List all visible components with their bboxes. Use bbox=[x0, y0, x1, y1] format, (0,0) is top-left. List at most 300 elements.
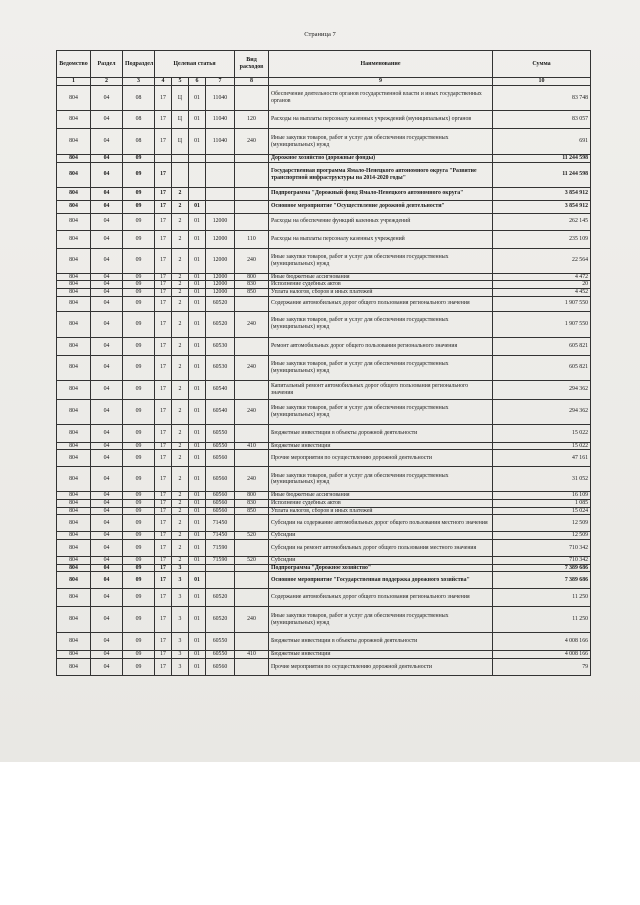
cell-name: Бюджетные инвестиции в объекты дорожной деятельности bbox=[269, 424, 493, 442]
cell-razdel: 04 bbox=[91, 492, 123, 500]
table-row bbox=[57, 492, 591, 500]
cell-ved: 804 bbox=[57, 572, 91, 589]
cell-subprogram: 2 bbox=[172, 492, 189, 500]
cell-podrazdel: 09 bbox=[123, 556, 155, 564]
header-vid: Вид расходов bbox=[235, 51, 269, 78]
cell-event: 01 bbox=[189, 539, 206, 556]
cell-vid bbox=[235, 450, 269, 467]
cell-direction: 60560 bbox=[206, 658, 235, 675]
cell-name: Бюджетные инвестиции bbox=[269, 651, 493, 659]
cell-podrazdel: 09 bbox=[123, 450, 155, 467]
cell-direction: 71450 bbox=[206, 532, 235, 540]
cell-razdel: 04 bbox=[91, 467, 123, 492]
cell-direction: 11040 bbox=[206, 111, 235, 129]
cell-sum: 79 bbox=[493, 658, 591, 675]
cell-razdel: 04 bbox=[91, 499, 123, 507]
cell-razdel: 04 bbox=[91, 296, 123, 311]
cell-event: 01 bbox=[189, 380, 206, 399]
cell-vid: 240 bbox=[235, 607, 269, 633]
cell-podrazdel: 08 bbox=[123, 86, 155, 111]
cell-subprogram: 2 bbox=[172, 539, 189, 556]
cell-event: 01 bbox=[189, 337, 206, 355]
cell-subprogram: 2 bbox=[172, 355, 189, 380]
cell-event: 01 bbox=[189, 213, 206, 230]
cell-ved: 804 bbox=[57, 399, 91, 424]
cell-ved: 804 bbox=[57, 311, 91, 337]
cell-event: 01 bbox=[189, 248, 206, 273]
cell-ved: 804 bbox=[57, 424, 91, 442]
cell-vid bbox=[235, 564, 269, 572]
cell-razdel: 04 bbox=[91, 187, 123, 200]
cell-vid: 240 bbox=[235, 311, 269, 337]
cell-program: 17 bbox=[155, 288, 172, 296]
cell-direction: 60520 bbox=[206, 607, 235, 633]
header-name: Наименование bbox=[269, 51, 493, 78]
cell-vid: 800 bbox=[235, 492, 269, 500]
cell-vid bbox=[235, 86, 269, 111]
cell-direction: 60520 bbox=[206, 311, 235, 337]
cell-sum: 15 024 bbox=[493, 507, 591, 515]
cell-program: 17 bbox=[155, 162, 172, 187]
cell-vid: 410 bbox=[235, 651, 269, 659]
cell-sum: 20 bbox=[493, 281, 591, 289]
col-number: 5 bbox=[172, 78, 189, 86]
cell-podrazdel: 09 bbox=[123, 589, 155, 607]
table-row bbox=[57, 499, 591, 507]
cell-sum: 11 244 598 bbox=[493, 155, 591, 163]
cell-vid: 240 bbox=[235, 399, 269, 424]
header-razdel: Раздел bbox=[91, 51, 123, 78]
cell-razdel: 04 bbox=[91, 311, 123, 337]
cell-ved: 804 bbox=[57, 86, 91, 111]
cell-podrazdel: 09 bbox=[123, 539, 155, 556]
cell-subprogram: 2 bbox=[172, 200, 189, 213]
cell-sum: 605 821 bbox=[493, 337, 591, 355]
cell-subprogram: 3 bbox=[172, 572, 189, 589]
cell-event: 01 bbox=[189, 658, 206, 675]
cell-ved: 804 bbox=[57, 651, 91, 659]
cell-event: 01 bbox=[189, 633, 206, 651]
cell-event: 01 bbox=[189, 532, 206, 540]
cell-sum: 605 821 bbox=[493, 355, 591, 380]
cell-direction: 60550 bbox=[206, 424, 235, 442]
cell-razdel: 04 bbox=[91, 658, 123, 675]
cell-event: 01 bbox=[189, 556, 206, 564]
cell-razdel: 04 bbox=[91, 380, 123, 399]
cell-program: 17 bbox=[155, 539, 172, 556]
cell-sum: 4 472 bbox=[493, 273, 591, 281]
cell-program: 17 bbox=[155, 187, 172, 200]
cell-program: 17 bbox=[155, 633, 172, 651]
cell-razdel: 04 bbox=[91, 230, 123, 248]
cell-vid bbox=[235, 633, 269, 651]
cell-razdel: 04 bbox=[91, 651, 123, 659]
cell-name: Иные бюджетные ассигнования bbox=[269, 492, 493, 500]
cell-subprogram: 2 bbox=[172, 288, 189, 296]
cell-ved: 804 bbox=[57, 129, 91, 155]
cell-ved: 804 bbox=[57, 442, 91, 450]
cell-event: 01 bbox=[189, 281, 206, 289]
cell-vid bbox=[235, 515, 269, 532]
cell-direction: 60540 bbox=[206, 399, 235, 424]
table-row bbox=[57, 450, 591, 467]
cell-subprogram: Ц bbox=[172, 86, 189, 111]
cell-razdel: 04 bbox=[91, 200, 123, 213]
cell-subprogram: 2 bbox=[172, 248, 189, 273]
cell-program: 17 bbox=[155, 213, 172, 230]
cell-sum: 710 342 bbox=[493, 539, 591, 556]
cell-event: 01 bbox=[189, 589, 206, 607]
cell-subprogram bbox=[172, 155, 189, 163]
cell-podrazdel: 09 bbox=[123, 399, 155, 424]
cell-direction: 11040 bbox=[206, 86, 235, 111]
cell-name: Основное мероприятие "Осуществление дорожной деятельности" bbox=[269, 200, 493, 213]
table-row bbox=[57, 230, 591, 248]
cell-vid: 850 bbox=[235, 288, 269, 296]
cell-subprogram: 2 bbox=[172, 499, 189, 507]
cell-name: Ремонт автомобильных дорог общего пользования регионального значения bbox=[269, 337, 493, 355]
cell-direction: 60550 bbox=[206, 442, 235, 450]
header-sum: Сумма bbox=[493, 51, 591, 78]
cell-vid bbox=[235, 213, 269, 230]
cell-podrazdel: 09 bbox=[123, 311, 155, 337]
blank-margin bbox=[0, 762, 640, 905]
cell-subprogram: 2 bbox=[172, 424, 189, 442]
cell-subprogram: 2 bbox=[172, 230, 189, 248]
cell-name: Бюджетные инвестиции в объекты дорожной деятельности bbox=[269, 633, 493, 651]
table-row bbox=[57, 515, 591, 532]
cell-name: Уплата налогов, сборов и иных платежей bbox=[269, 288, 493, 296]
cell-name: Прочие мероприятия по осуществлению дорожной деятельности bbox=[269, 450, 493, 467]
table-row bbox=[57, 564, 591, 572]
cell-vid bbox=[235, 200, 269, 213]
cell-subprogram: 3 bbox=[172, 651, 189, 659]
cell-program: 17 bbox=[155, 651, 172, 659]
cell-event: 01 bbox=[189, 467, 206, 492]
cell-razdel: 04 bbox=[91, 248, 123, 273]
cell-subprogram: Ц bbox=[172, 129, 189, 155]
table-row bbox=[57, 633, 591, 651]
cell-ved: 804 bbox=[57, 230, 91, 248]
cell-name: Субсидии bbox=[269, 556, 493, 564]
cell-podrazdel: 09 bbox=[123, 442, 155, 450]
cell-program: 17 bbox=[155, 442, 172, 450]
table-row bbox=[57, 651, 591, 659]
cell-name: Бюджетные инвестиции bbox=[269, 442, 493, 450]
cell-direction: 60520 bbox=[206, 296, 235, 311]
cell-sum: 12 509 bbox=[493, 532, 591, 540]
cell-direction: 60560 bbox=[206, 467, 235, 492]
table-row bbox=[57, 589, 591, 607]
cell-name: Подпрограмма "Дорожное хозяйство" bbox=[269, 564, 493, 572]
cell-sum: 7 389 686 bbox=[493, 564, 591, 572]
cell-ved: 804 bbox=[57, 288, 91, 296]
table-header-row bbox=[57, 51, 591, 78]
table-row bbox=[57, 86, 591, 111]
cell-direction: 60550 bbox=[206, 651, 235, 659]
cell-subprogram: 2 bbox=[172, 507, 189, 515]
cell-sum: 11 250 bbox=[493, 607, 591, 633]
cell-name: Прочие мероприятия по осуществлению дорожной деятельности bbox=[269, 658, 493, 675]
cell-podrazdel: 08 bbox=[123, 111, 155, 129]
cell-event: 01 bbox=[189, 296, 206, 311]
cell-program: 17 bbox=[155, 572, 172, 589]
cell-name: Уплата налогов, сборов и иных платежей bbox=[269, 507, 493, 515]
table-body bbox=[57, 86, 591, 676]
col-number: 8 bbox=[235, 78, 269, 86]
cell-podrazdel: 09 bbox=[123, 564, 155, 572]
cell-name: Иные закупки товаров, работ и услуг для обеспечения государственных (муниципальных) нужд bbox=[269, 311, 493, 337]
cell-direction: 12000 bbox=[206, 273, 235, 281]
cell-sum: 4 452 bbox=[493, 288, 591, 296]
cell-ved: 804 bbox=[57, 564, 91, 572]
cell-program: 17 bbox=[155, 86, 172, 111]
cell-program: 17 bbox=[155, 424, 172, 442]
cell-event bbox=[189, 187, 206, 200]
cell-direction: 12000 bbox=[206, 213, 235, 230]
cell-direction: 12000 bbox=[206, 288, 235, 296]
cell-ved: 804 bbox=[57, 607, 91, 633]
cell-program: 17 bbox=[155, 296, 172, 311]
cell-ved: 804 bbox=[57, 355, 91, 380]
table-row bbox=[57, 572, 591, 589]
cell-podrazdel: 09 bbox=[123, 288, 155, 296]
cell-direction: 71450 bbox=[206, 515, 235, 532]
cell-direction: 60560 bbox=[206, 507, 235, 515]
cell-sum: 691 bbox=[493, 129, 591, 155]
cell-podrazdel: 09 bbox=[123, 281, 155, 289]
cell-podrazdel: 09 bbox=[123, 337, 155, 355]
table-row bbox=[57, 556, 591, 564]
cell-razdel: 04 bbox=[91, 633, 123, 651]
header-podrazdel: Подраздел bbox=[123, 51, 155, 78]
cell-name: Подпрограмма "Дорожный фонд Ямало-Ненецкого автономного округа" bbox=[269, 187, 493, 200]
cell-program: 17 bbox=[155, 355, 172, 380]
header-target: Целевая статья bbox=[155, 51, 235, 78]
cell-event: 01 bbox=[189, 424, 206, 442]
cell-sum: 1 907 550 bbox=[493, 296, 591, 311]
cell-name: Иные закупки товаров, работ и услуг для обеспечения государственных (муниципальных) нужд bbox=[269, 467, 493, 492]
cell-name: Иные закупки товаров, работ и услуг для обеспечения государственных (муниципальных) нужд bbox=[269, 248, 493, 273]
cell-program: 17 bbox=[155, 281, 172, 289]
cell-ved: 804 bbox=[57, 507, 91, 515]
cell-ved: 804 bbox=[57, 273, 91, 281]
cell-podrazdel: 09 bbox=[123, 492, 155, 500]
cell-subprogram: 2 bbox=[172, 281, 189, 289]
cell-razdel: 04 bbox=[91, 399, 123, 424]
cell-vid bbox=[235, 380, 269, 399]
cell-podrazdel: 09 bbox=[123, 633, 155, 651]
cell-sum: 262 145 bbox=[493, 213, 591, 230]
cell-event: 01 bbox=[189, 200, 206, 213]
cell-direction: 60560 bbox=[206, 492, 235, 500]
cell-subprogram bbox=[172, 162, 189, 187]
cell-podrazdel: 09 bbox=[123, 187, 155, 200]
cell-subprogram: 2 bbox=[172, 273, 189, 281]
cell-name: Содержание автомобильных дорог общего пользования регионального значения bbox=[269, 589, 493, 607]
cell-sum: 15 022 bbox=[493, 442, 591, 450]
budget-table bbox=[56, 50, 591, 676]
cell-razdel: 04 bbox=[91, 539, 123, 556]
table-row bbox=[57, 213, 591, 230]
cell-vid bbox=[235, 337, 269, 355]
col-number: 9 bbox=[269, 78, 493, 86]
cell-razdel: 04 bbox=[91, 273, 123, 281]
table-row bbox=[57, 380, 591, 399]
cell-direction: 60520 bbox=[206, 589, 235, 607]
cell-ved: 804 bbox=[57, 162, 91, 187]
cell-podrazdel: 09 bbox=[123, 380, 155, 399]
cell-ved: 804 bbox=[57, 213, 91, 230]
table-row bbox=[57, 532, 591, 540]
cell-program: 17 bbox=[155, 492, 172, 500]
cell-podrazdel: 09 bbox=[123, 532, 155, 540]
table-row bbox=[57, 162, 591, 187]
cell-event: 01 bbox=[189, 515, 206, 532]
cell-event: 01 bbox=[189, 607, 206, 633]
table-row bbox=[57, 155, 591, 163]
cell-event: 01 bbox=[189, 492, 206, 500]
cell-subprogram: 2 bbox=[172, 187, 189, 200]
cell-direction: 60560 bbox=[206, 499, 235, 507]
cell-event bbox=[189, 155, 206, 163]
cell-razdel: 04 bbox=[91, 288, 123, 296]
table-row bbox=[57, 311, 591, 337]
table-row bbox=[57, 200, 591, 213]
cell-program: 17 bbox=[155, 607, 172, 633]
cell-ved: 804 bbox=[57, 111, 91, 129]
cell-razdel: 04 bbox=[91, 86, 123, 111]
cell-name: Иные бюджетные ассигнования bbox=[269, 273, 493, 281]
cell-vid: 240 bbox=[235, 355, 269, 380]
cell-program: 17 bbox=[155, 311, 172, 337]
cell-razdel: 04 bbox=[91, 355, 123, 380]
cell-subprogram: 2 bbox=[172, 296, 189, 311]
cell-program bbox=[155, 155, 172, 163]
cell-event: 01 bbox=[189, 86, 206, 111]
cell-ved: 804 bbox=[57, 467, 91, 492]
cell-podrazdel: 09 bbox=[123, 155, 155, 163]
cell-direction: 60550 bbox=[206, 633, 235, 651]
cell-program: 17 bbox=[155, 532, 172, 540]
cell-event: 01 bbox=[189, 355, 206, 380]
cell-subprogram: 2 bbox=[172, 515, 189, 532]
col-number: 2 bbox=[91, 78, 123, 86]
cell-vid bbox=[235, 658, 269, 675]
cell-sum: 11 244 598 bbox=[493, 162, 591, 187]
cell-program: 17 bbox=[155, 200, 172, 213]
cell-event: 01 bbox=[189, 450, 206, 467]
cell-program: 17 bbox=[155, 337, 172, 355]
cell-vid bbox=[235, 539, 269, 556]
cell-direction: 12000 bbox=[206, 248, 235, 273]
cell-direction: 60540 bbox=[206, 380, 235, 399]
cell-razdel: 04 bbox=[91, 213, 123, 230]
table-row bbox=[57, 355, 591, 380]
cell-subprogram: 3 bbox=[172, 658, 189, 675]
cell-razdel: 04 bbox=[91, 589, 123, 607]
cell-sum: 235 109 bbox=[493, 230, 591, 248]
table-row bbox=[57, 399, 591, 424]
cell-razdel: 04 bbox=[91, 507, 123, 515]
cell-ved: 804 bbox=[57, 499, 91, 507]
cell-sum: 12 509 bbox=[493, 515, 591, 532]
header-ved: Ведомство bbox=[57, 51, 91, 78]
cell-ved: 804 bbox=[57, 633, 91, 651]
cell-subprogram: Ц bbox=[172, 111, 189, 129]
cell-vid bbox=[235, 162, 269, 187]
cell-event: 01 bbox=[189, 129, 206, 155]
cell-subprogram: 3 bbox=[172, 589, 189, 607]
cell-direction: 60530 bbox=[206, 355, 235, 380]
cell-subprogram: 2 bbox=[172, 467, 189, 492]
cell-ved: 804 bbox=[57, 380, 91, 399]
cell-vid bbox=[235, 296, 269, 311]
cell-subprogram: 2 bbox=[172, 442, 189, 450]
cell-event bbox=[189, 162, 206, 187]
cell-podrazdel: 09 bbox=[123, 499, 155, 507]
table-row bbox=[57, 607, 591, 633]
cell-razdel: 04 bbox=[91, 129, 123, 155]
cell-direction: 12000 bbox=[206, 281, 235, 289]
table-row bbox=[57, 442, 591, 450]
cell-name: Капитальный ремонт автомобильных дорог общего пользования регионального значения bbox=[269, 380, 493, 399]
cell-ved: 804 bbox=[57, 589, 91, 607]
cell-razdel: 04 bbox=[91, 281, 123, 289]
cell-name: Государственная программа Ямало-Ненецкого автономного округа "Развитие транспортной инфраструктуры на 2014-2020 годы" bbox=[269, 162, 493, 187]
cell-subprogram: 2 bbox=[172, 380, 189, 399]
cell-program: 17 bbox=[155, 450, 172, 467]
cell-direction: 12000 bbox=[206, 230, 235, 248]
cell-program: 17 bbox=[155, 467, 172, 492]
table-row bbox=[57, 424, 591, 442]
cell-sum: 294 362 bbox=[493, 399, 591, 424]
cell-vid: 120 bbox=[235, 111, 269, 129]
cell-podrazdel: 09 bbox=[123, 230, 155, 248]
cell-event: 01 bbox=[189, 507, 206, 515]
table-row bbox=[57, 507, 591, 515]
cell-vid bbox=[235, 187, 269, 200]
cell-event: 01 bbox=[189, 399, 206, 424]
cell-event bbox=[189, 564, 206, 572]
cell-vid: 240 bbox=[235, 129, 269, 155]
table-row bbox=[57, 129, 591, 155]
cell-sum: 3 854 912 bbox=[493, 200, 591, 213]
cell-ved: 804 bbox=[57, 492, 91, 500]
table-row bbox=[57, 296, 591, 311]
cell-sum: 294 362 bbox=[493, 380, 591, 399]
cell-name: Иные закупки товаров, работ и услуг для обеспечения государственных (муниципальных) нужд bbox=[269, 355, 493, 380]
cell-ved: 804 bbox=[57, 155, 91, 163]
cell-event: 01 bbox=[189, 651, 206, 659]
cell-name: Основное мероприятие "Государственная поддержка дорожного хозяйства" bbox=[269, 572, 493, 589]
cell-podrazdel: 09 bbox=[123, 248, 155, 273]
cell-event: 01 bbox=[189, 288, 206, 296]
cell-ved: 804 bbox=[57, 296, 91, 311]
cell-sum: 7 389 686 bbox=[493, 572, 591, 589]
col-number: 10 bbox=[493, 78, 591, 86]
cell-sum: 15 022 bbox=[493, 424, 591, 442]
table-row bbox=[57, 658, 591, 675]
cell-direction bbox=[206, 162, 235, 187]
cell-podrazdel: 09 bbox=[123, 658, 155, 675]
cell-direction: 71590 bbox=[206, 556, 235, 564]
cell-vid: 410 bbox=[235, 442, 269, 450]
cell-name: Исполнение судебных актов bbox=[269, 499, 493, 507]
cell-podrazdel: 09 bbox=[123, 572, 155, 589]
cell-subprogram: 2 bbox=[172, 311, 189, 337]
cell-direction bbox=[206, 572, 235, 589]
